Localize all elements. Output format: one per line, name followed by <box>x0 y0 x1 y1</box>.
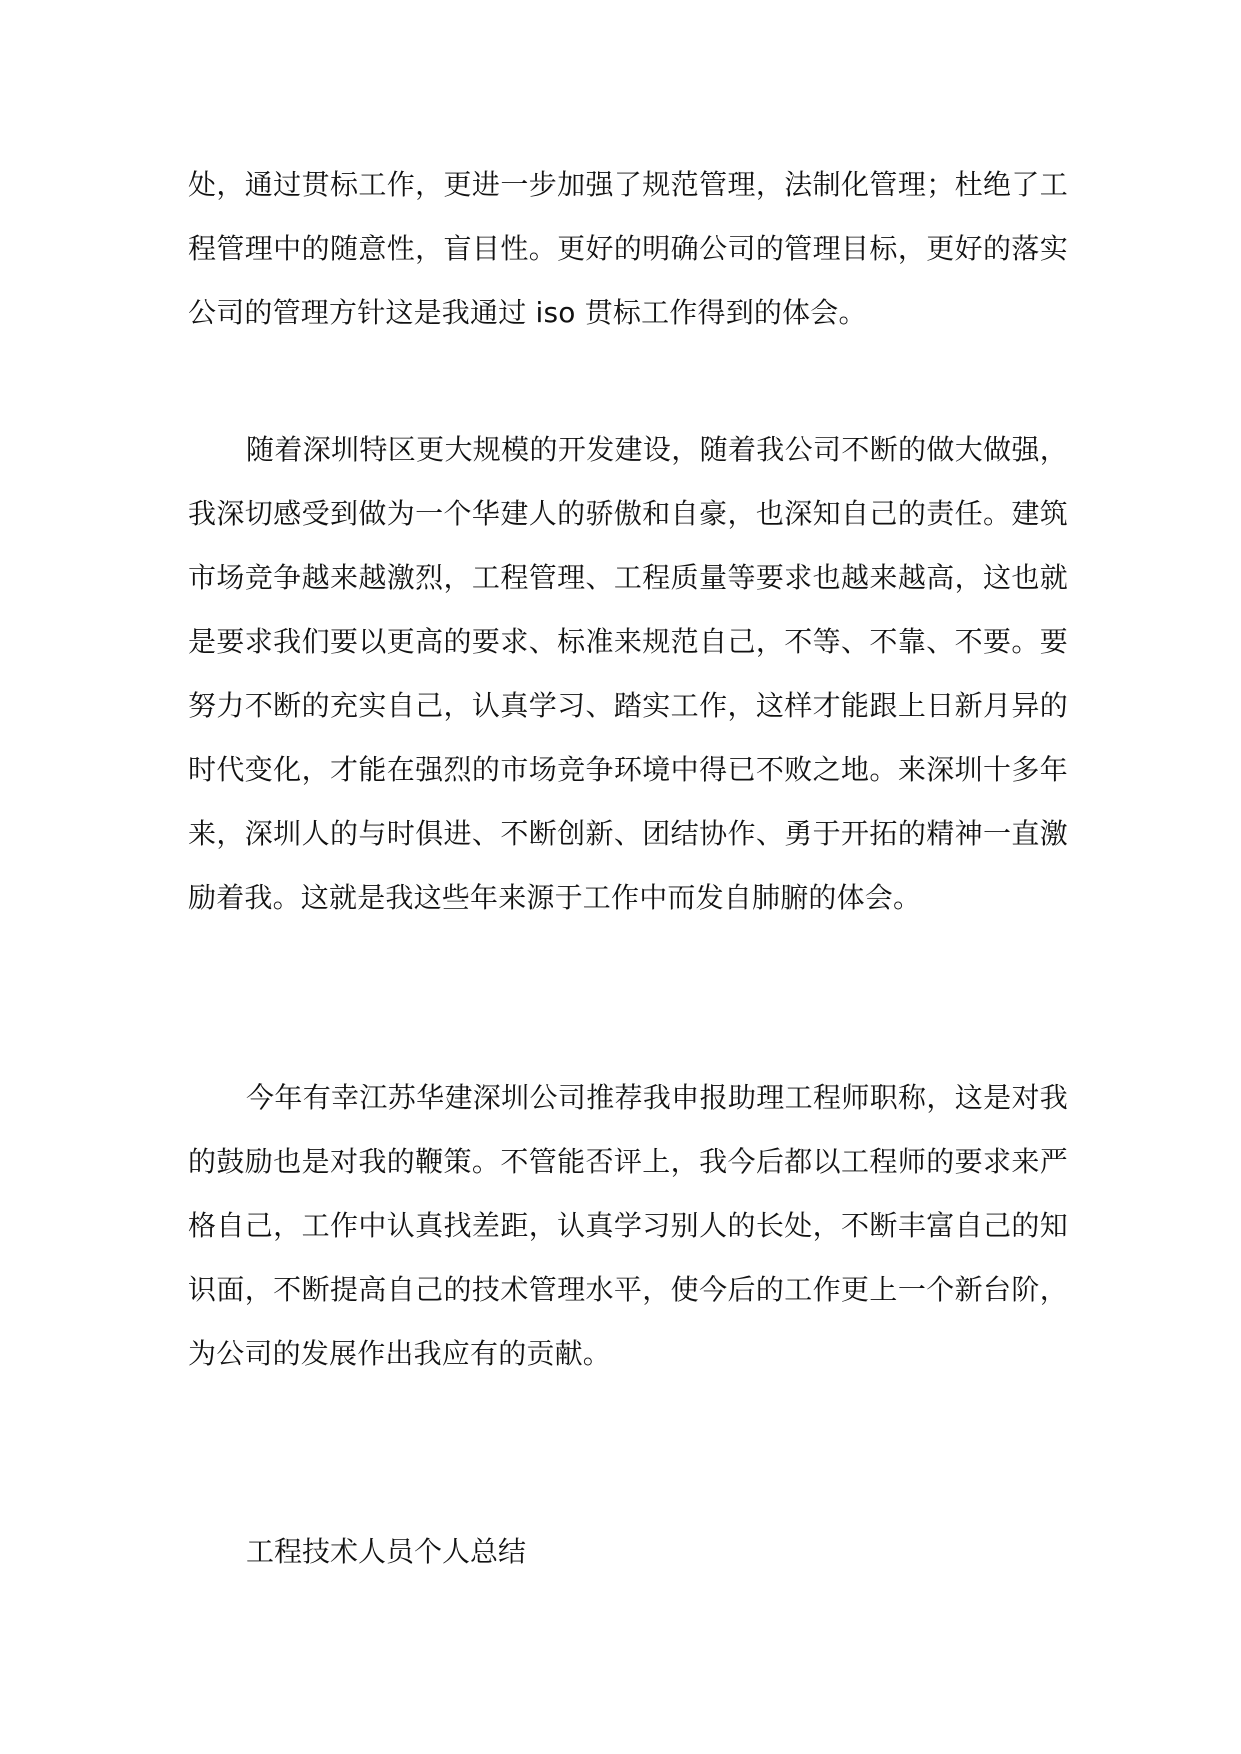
paragraph-1: 处，通过贯标工作，更进一步加强了规范管理，法制化管理；杜绝了工程管理中的随意性，盲目性。更好的明确公司的管理目标，更好的落实公司的管理方针这是我通过 iso 贯标工作得到的体会。 <box>188 168 1068 329</box>
paragraph-3: 今年有幸江苏华建深圳公司推荐我申报助理工程师职称，这是对我的鼓励也是对我的鞭策。不管能否评上，我今后都以工程师的要求来严格自己，工作中认真找差距，认真学习别人的长处，不断丰富自己的知识面，不断提高自己的技术管理水平，使今后的工作更上一个新台阶，为公司的发展作出我应有的贡献。 <box>188 1081 1068 1370</box>
section-heading: 工程技术人员个人总结 <box>246 1535 527 1568</box>
paragraph-2: 随着深圳特区更大规模的开发建设，随着我公司不断的做大做强，我深切感受到做为一个华建人的骄傲和自豪，也深知自己的责任。建筑市场竞争越来越激烈，工程管理、工程质量等要求也越来越高，这也就是要求我们要以更高的要求、标准来规范自己，不等、不靠、不要。要努力不断的充实自己，认真学习、踏实工作，这样才能跟上日新月异的时代变化，才能在强烈的市场竞争环境中得已不败之地。来深圳十多年来，深圳人的与时俱进、不断创新、团结协作、勇于开拓的精神一直激励着我。这就是我这些年来源于工作中而发自肺腑的体会。 <box>188 433 1068 914</box>
